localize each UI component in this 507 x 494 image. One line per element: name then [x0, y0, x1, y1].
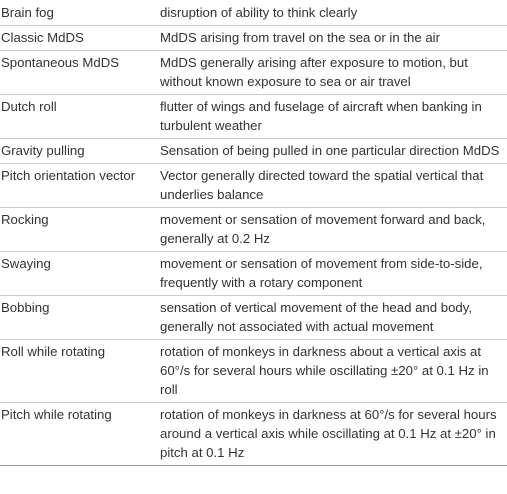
term-cell: Spontaneous MdDS	[0, 51, 155, 95]
definition-cell: flutter of wings and fuselage of aircraft when banking in turbulent weather	[155, 95, 507, 139]
term-cell: Roll while rotating	[0, 340, 155, 403]
term-cell: Rocking	[0, 208, 155, 252]
definition-cell: Sensation of being pulled in one particular direction MdDS	[155, 139, 507, 164]
table-row	[0, 26, 507, 51]
definition-cell: disruption of ability to think clearly	[155, 0, 507, 26]
term-cell: Pitch while rotating	[0, 403, 155, 466]
definition-cell: rotation of monkeys in darkness at 60°/s for several hours around a vertical axis while oscillating at 0.1 Hz at ±20° in pitch at 0.1 Hz	[155, 403, 507, 466]
table-row	[0, 51, 507, 95]
term-cell: Dutch roll	[0, 95, 155, 139]
term-cell: Brain fog	[0, 0, 155, 26]
term-cell: Swaying	[0, 252, 155, 296]
term-cell: Gravity pulling	[0, 139, 155, 164]
definition-cell: MdDS generally arising after exposure to motion, but without known exposure to sea or air travel	[155, 51, 507, 95]
table-row	[0, 95, 507, 139]
table-row	[0, 0, 507, 26]
table-row	[0, 208, 507, 252]
definition-cell: movement or sensation of movement from side-to-side, frequently with a rotary component	[155, 252, 507, 296]
table-row	[0, 296, 507, 340]
definition-cell: MdDS arising from travel on the sea or in the air	[155, 26, 507, 51]
definition-cell: rotation of monkeys in darkness about a vertical axis at 60°/s for several hours while oscillating ±20° at 0.1 Hz in roll	[155, 340, 507, 403]
table-row	[0, 340, 507, 403]
table-row	[0, 139, 507, 164]
definition-cell: movement or sensation of movement forward and back, generally at 0.2 Hz	[155, 208, 507, 252]
definition-cell: sensation of vertical movement of the head and body, generally not associated with actual movement	[155, 296, 507, 340]
table-row	[0, 164, 507, 208]
term-cell: Classic MdDS	[0, 26, 155, 51]
table-row	[0, 403, 507, 466]
term-cell: Pitch orientation vector	[0, 164, 155, 208]
definition-cell: Vector generally directed toward the spatial vertical that underlies balance	[155, 164, 507, 208]
term-cell: Bobbing	[0, 296, 155, 340]
table-row	[0, 252, 507, 296]
